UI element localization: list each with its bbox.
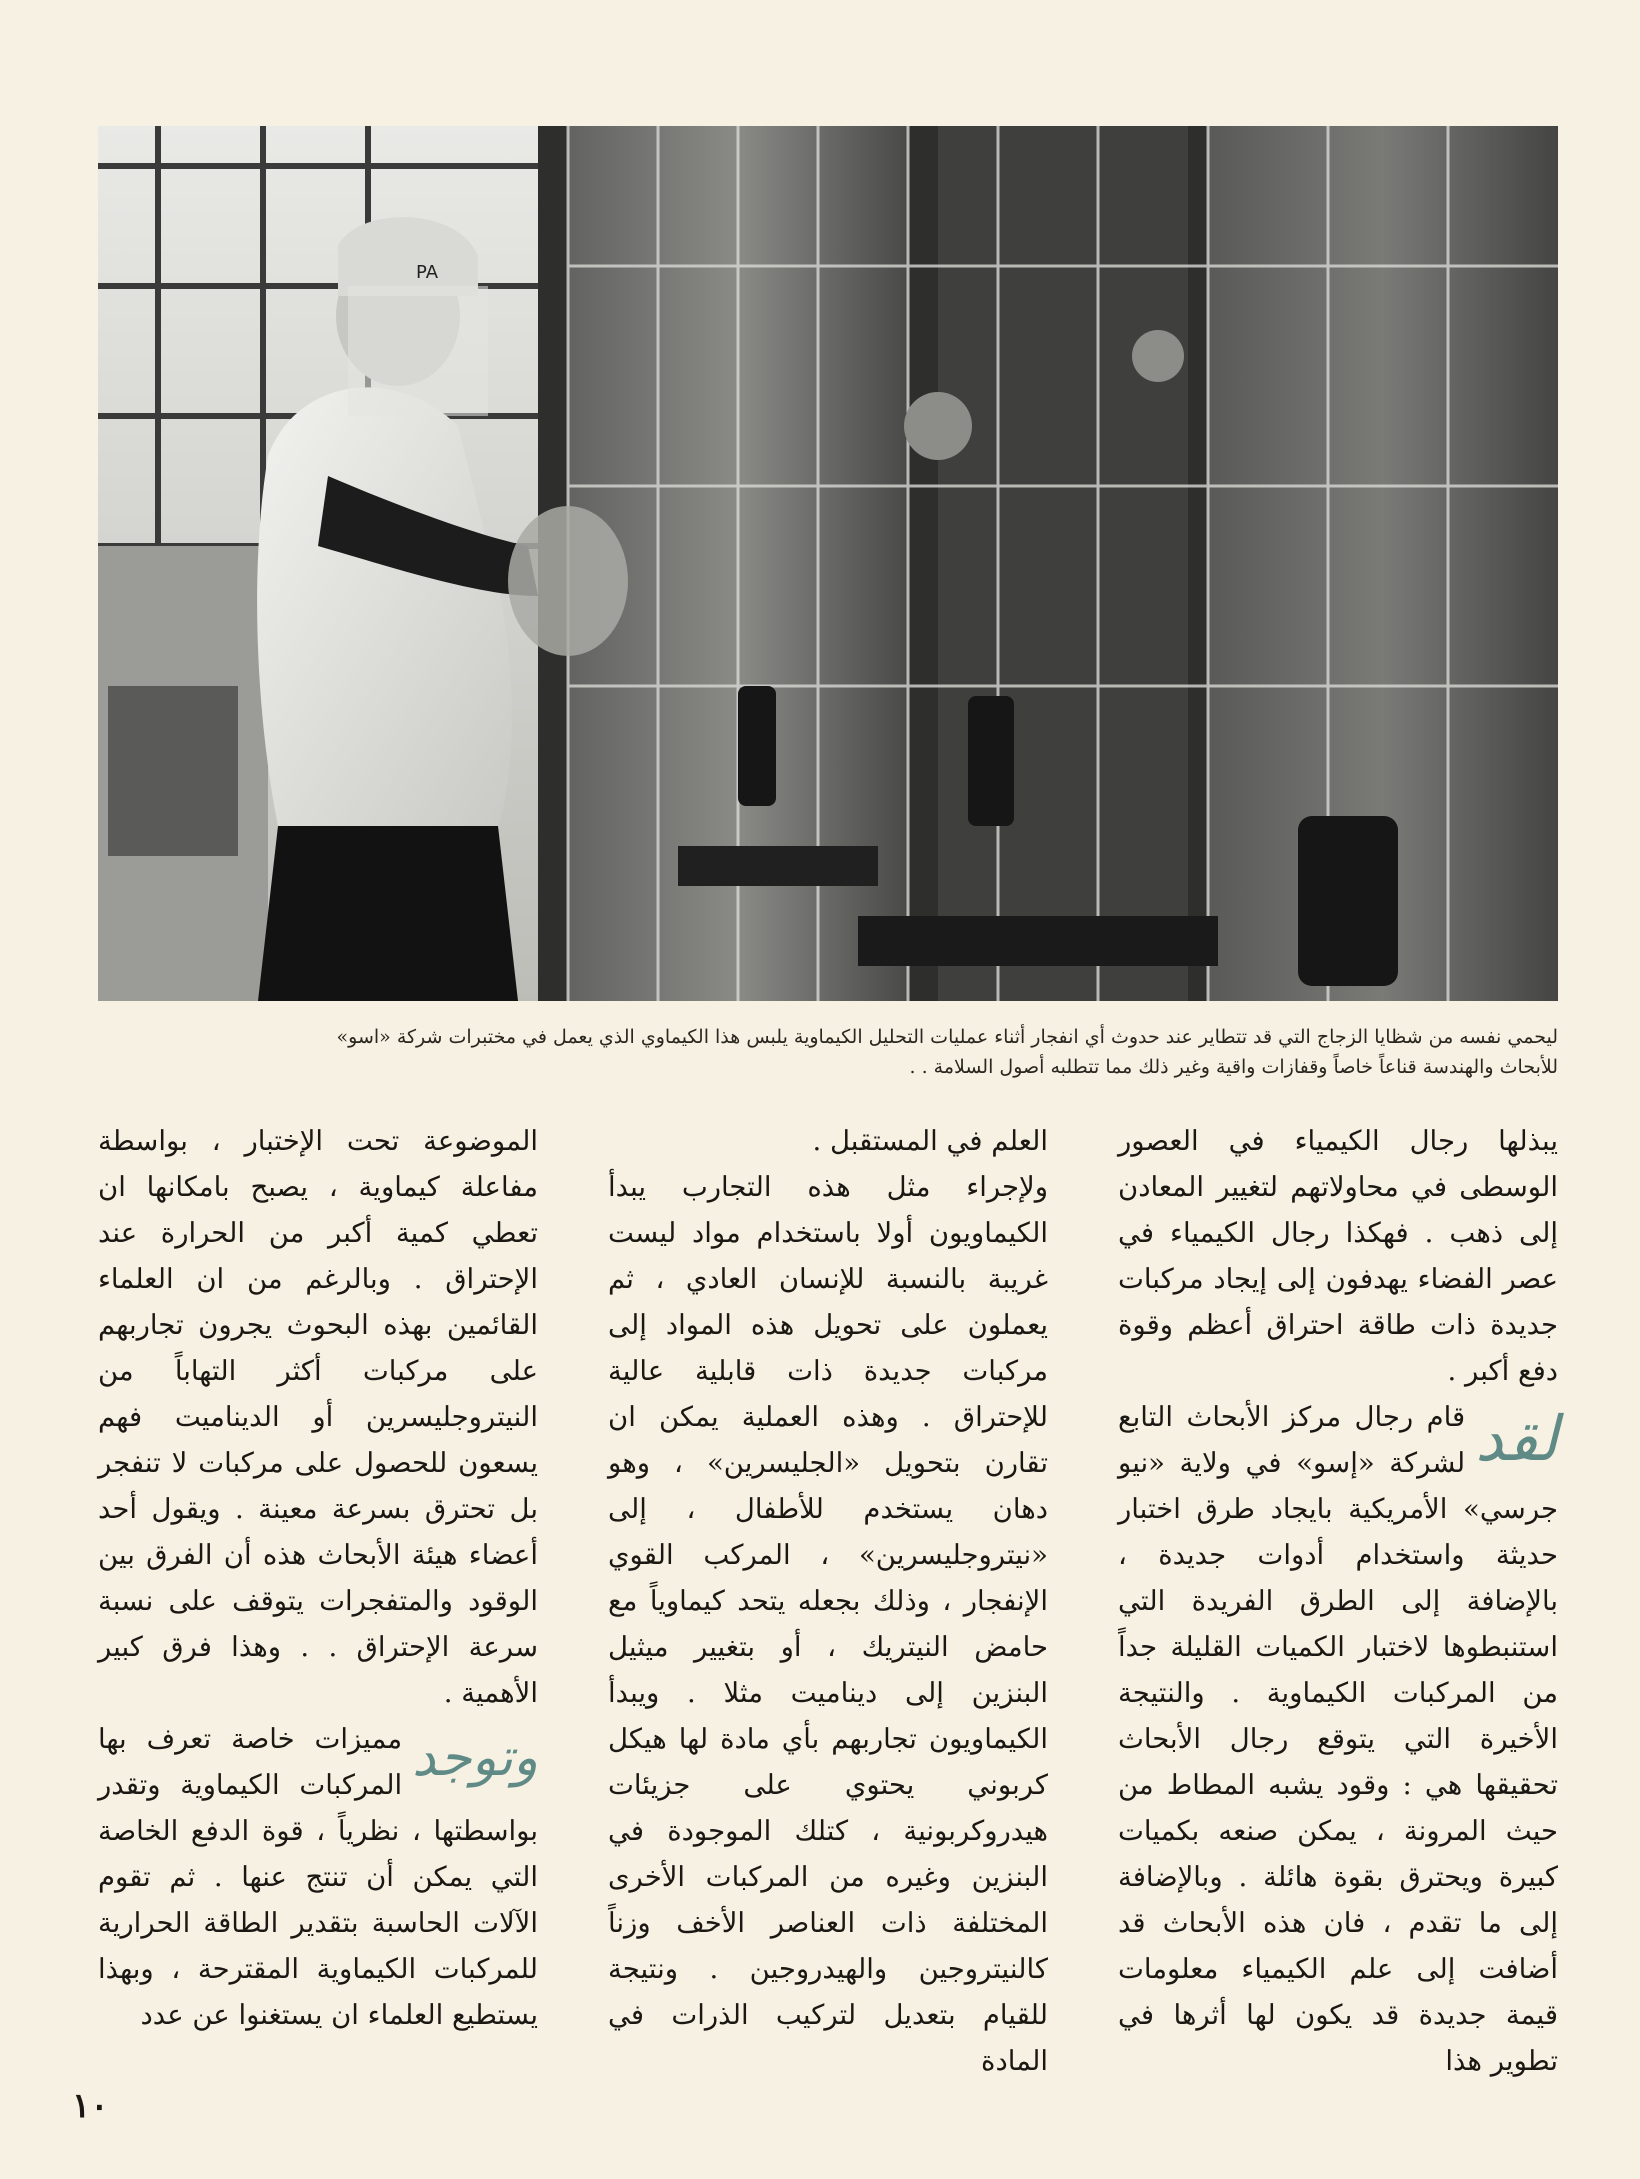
column-middle-paragraph-1: العلم في المستقبل . <box>812 1125 1048 1157</box>
page-number: ١٠ <box>72 2086 109 2126</box>
column-right <box>1118 1118 1558 2077</box>
lab-photo <box>98 126 1558 1001</box>
dropcap-wa-tujad: وتوجد <box>412 1728 538 1788</box>
lab-photo-illustration <box>98 126 1558 1001</box>
column-middle-paragraph-2: ولإجراء مثل هذه التجارب يبدأ الكيماويون أولا باستخدام مواد ليست غريبة بالنسبة للإنسان العادي ، ثم يعملون على تحويل هذه المواد إلى مركبات جديدة ذات قابلية عالية للإحتراق . وهذه العملية يمكن ان تقارن بتحويل «الجليسرين» ، وهو دهان يستخدم للأطفال ، إلى «نيتروجليسرين» ، المركب القوي الإنفجار ، وذلك بجعله يتحد كيماوياً مع حامض النيتريك ، أو بتغيير ميثيل البنزين إلى ديناميت مثلا . ويبدأ الكيماويون تجاربهم بأي مادة لها هيكل كربوني يحتوي على جزيئات هيدروكربونية ، كتلك الموجودة في البنزين وغيره من المركبات الأخرى المختلفة ذات العناصر الأخف وزناً كالنيتروجين والهيدروجين . ونتيجة للقيام بتعديل لتركيب الذرات في المادة <box>608 1171 1048 2077</box>
column-left <box>98 1118 538 2048</box>
column-right-paragraph-1: يبذلها رجال الكيمياء في العصور الوسطى في محاولاتهم لتغيير المعادن إلى ذهب . فهكذا رجال الكيمياء في عصر الفضاء يهدفون إلى إيجاد مركبات جديدة ذات طاقة احتراق أعظم وقوة دفع أكبر . <box>1118 1125 1558 1387</box>
photo-caption <box>98 1022 1558 1082</box>
helmet-label: PA <box>416 262 439 283</box>
column-left-paragraph-1: الموضوعة تحت الإختبار ، بواسطة مفاعلة كيماوية ، يصبح بامكانها ان تعطي كمية أكبر من الحرارة عند الإحتراق . وبالرغم من ان العلماء القائمين بهذه البحوث يجرون تجاربهم على مركبات أكثر التهاباً من النيتروجليسرين أو الديناميت فهم يسعون للحصول على مركبات لا تنفجر بل تحترق بسرعة معينة . ويقول أحد أعضاء هيئة الأبحاث هذه أن الفرق بين الوقود والمتفجرات يتوقف على نسبة سرعة الإحتراق . . وهذا فرق كبير الأهمية . <box>98 1125 538 1709</box>
column-left-paragraph-2 <box>98 1716 538 2038</box>
caption-line-1: ليحمي نفسه من شظايا الزجاج التي قد تتطاير عند حدوث أي انفجار أثناء عمليات التحليل الكيماوية يلبس هذا الكيماوي الذي يعمل في مختبرات شركة «اسو» <box>336 1026 1558 1048</box>
dropcap-laqad: لقد <box>1475 1402 1558 1475</box>
column-right-paragraph-2 <box>1118 1394 1558 2084</box>
caption-line-2: للأبحاث والهندسة قناعاً خاصاً وقفازات واقية وغير ذلك مما تتطلبه أصول السلامة . . <box>909 1056 1558 1078</box>
column-left-paragraph-2-text: مميزات خاصة تعرف بها المركبات الكيماوية وتقدر بواسطتها ، نظرياً ، قوة الدفع الخاصة التي يمكن أن تنتج عنها . ثم تقوم الآلات الحاسبة بتقدير الطاقة الحرارية للمركبات الكيماوية المقترحة ، وبهذا يستطيع العلماء ان يستغنوا عن عدد <box>98 1723 538 2031</box>
column-middle <box>608 1118 1048 2077</box>
column-right-paragraph-2-text: قام رجال مركز الأبحاث التابع لشركة «إسو» في ولاية «نيو جرسي» الأمريكية بايجاد طرق اختبار حديثة واستخدام أدوات جديدة ، بالإضافة إلى الطرق الفريدة التي استنبطوها لاختبار الكميات القليلة جداً من المركبات الكيماوية . والنتيجة الأخيرة التي يتوقع رجال الأبحاث تحقيقها هي : وقود يشبه المطاط من حيث المرونة ، يمكن صنعه بكميات كبيرة ويحترق بقوة هائلة . وبالإضافة إلى ما تقدم ، فان هذه الأبحاث قد أضافت إلى علم الكيمياء معلومات قيمة جديدة قد يكون لها أثرها في تطوير هذا <box>1118 1401 1558 2077</box>
article-body <box>98 1118 1558 2077</box>
